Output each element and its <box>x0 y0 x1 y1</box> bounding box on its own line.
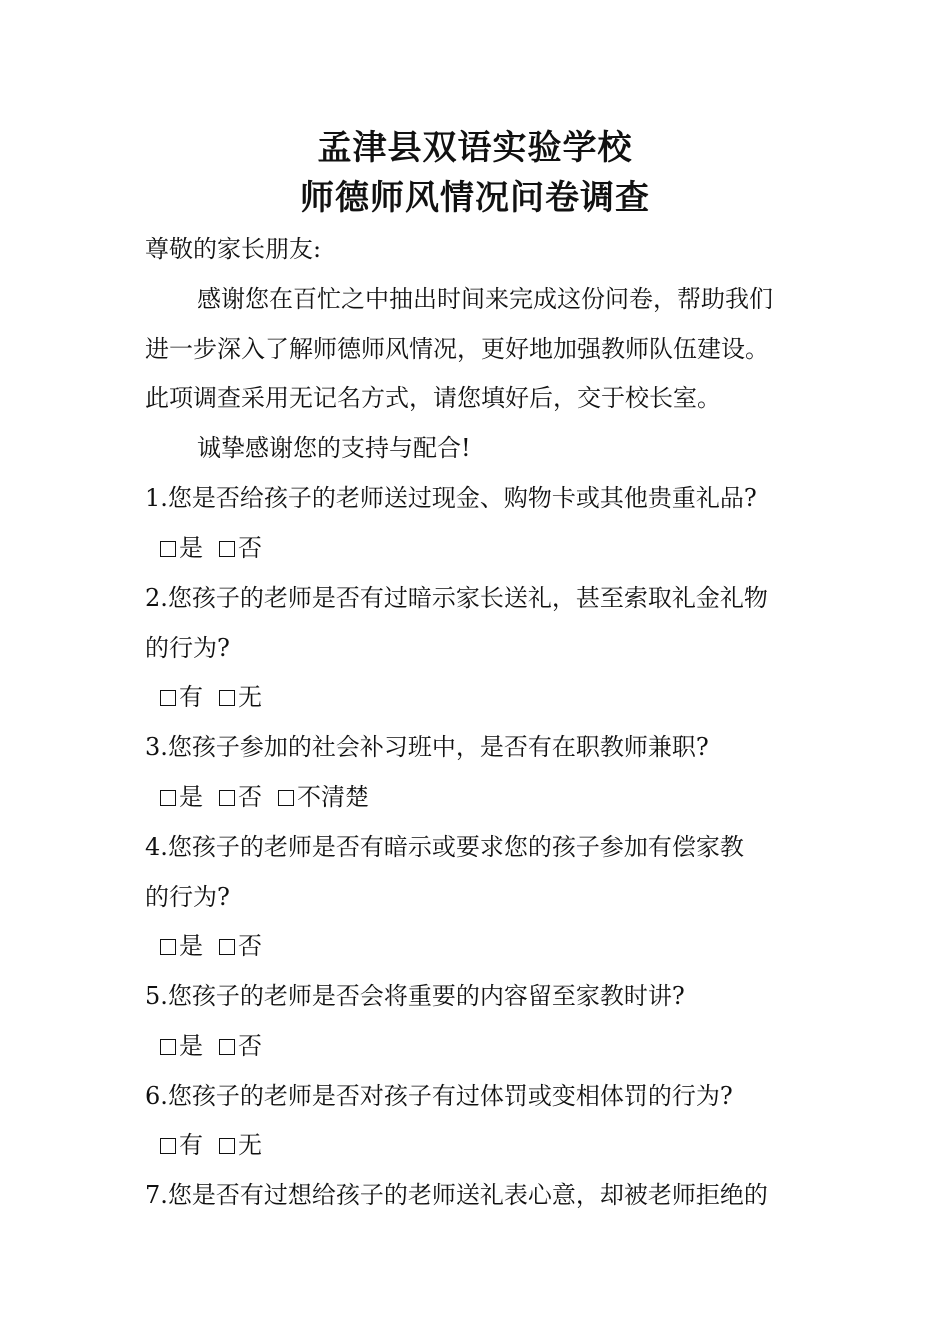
option-label: 否 <box>238 1032 262 1060</box>
option-label: 是 <box>179 783 203 811</box>
checkbox-icon[interactable] <box>219 790 235 806</box>
option[interactable] <box>219 930 262 962</box>
checkbox-icon[interactable] <box>219 541 235 557</box>
question-5-text: 5.您孩子的老师是否会将重要的内容留至家教时讲? <box>145 982 685 1010</box>
question-5-options <box>160 1030 830 1062</box>
option[interactable] <box>219 681 262 713</box>
option-label: 否 <box>238 932 262 960</box>
option[interactable] <box>160 681 203 713</box>
option[interactable] <box>160 1129 203 1161</box>
document-title-line1: 孟津县双语实验学校 <box>317 128 633 168</box>
question-3-text: 3.您孩子参加的社会补习班中，是否有在职教师兼职? <box>145 733 709 761</box>
option-label: 有 <box>179 1131 203 1159</box>
checkbox-icon[interactable] <box>160 690 176 706</box>
checkbox-icon[interactable] <box>219 939 235 955</box>
checkbox-icon[interactable] <box>160 790 176 806</box>
intro-paragraph-line: 此项调查采用无记名方式，请您填好后，交于校长室。 <box>145 384 721 412</box>
option[interactable] <box>160 781 203 813</box>
option-label: 是 <box>179 932 203 960</box>
option-label: 不清楚 <box>297 783 369 811</box>
option[interactable] <box>160 1030 203 1062</box>
question-1-text: 1.您是否给孩子的老师送过现金、购物卡或其他贵重礼品? <box>145 484 757 512</box>
intro-paragraph-line: 进一步深入了解师德师风情况，更好地加强教师队伍建设。 <box>145 335 769 363</box>
option-label: 是 <box>179 534 203 562</box>
option[interactable] <box>219 1129 262 1161</box>
option[interactable] <box>160 532 203 564</box>
greeting: 尊敬的家长朋友: <box>145 235 322 263</box>
question-6-options <box>160 1129 830 1161</box>
checkbox-icon[interactable] <box>219 1039 235 1055</box>
checkbox-icon[interactable] <box>278 790 294 806</box>
option-label: 有 <box>179 683 203 711</box>
document-title-line2: 师德师风情况问卷调查 <box>300 178 650 218</box>
thanks-line: 诚挚感谢您的支持与配合! <box>197 434 471 462</box>
option-label: 否 <box>238 783 262 811</box>
checkbox-icon[interactable] <box>160 939 176 955</box>
question-3-options <box>160 781 830 813</box>
option[interactable] <box>160 930 203 962</box>
question-4-text-cont: 的行为? <box>145 883 230 911</box>
question-2-options <box>160 681 830 713</box>
option[interactable] <box>219 1030 262 1062</box>
intro-paragraph-line: 感谢您在百忙之中抽出时间来完成这份问卷，帮助我们 <box>197 285 773 313</box>
option[interactable] <box>219 781 262 813</box>
option[interactable] <box>219 532 262 564</box>
option[interactable] <box>278 781 369 813</box>
question-4-text: 4.您孩子的老师是否有暗示或要求您的孩子参加有偿家教 <box>145 833 744 861</box>
option-label: 无 <box>238 1131 262 1159</box>
question-2-text-cont: 的行为? <box>145 634 230 662</box>
option-label: 无 <box>238 683 262 711</box>
checkbox-icon[interactable] <box>160 1039 176 1055</box>
question-4-options <box>160 930 830 962</box>
checkbox-icon[interactable] <box>160 1138 176 1154</box>
checkbox-icon[interactable] <box>160 541 176 557</box>
option-label: 否 <box>238 534 262 562</box>
question-6-text: 6.您孩子的老师是否对孩子有过体罚或变相体罚的行为? <box>145 1082 733 1110</box>
checkbox-icon[interactable] <box>219 1138 235 1154</box>
question-7-text: 7.您是否有过想给孩子的老师送礼表心意，却被老师拒绝的 <box>145 1181 768 1209</box>
question-1-options <box>160 532 830 564</box>
question-2-text: 2.您孩子的老师是否有过暗示家长送礼，甚至索取礼金礼物 <box>145 584 768 612</box>
checkbox-icon[interactable] <box>219 690 235 706</box>
option-label: 是 <box>179 1032 203 1060</box>
